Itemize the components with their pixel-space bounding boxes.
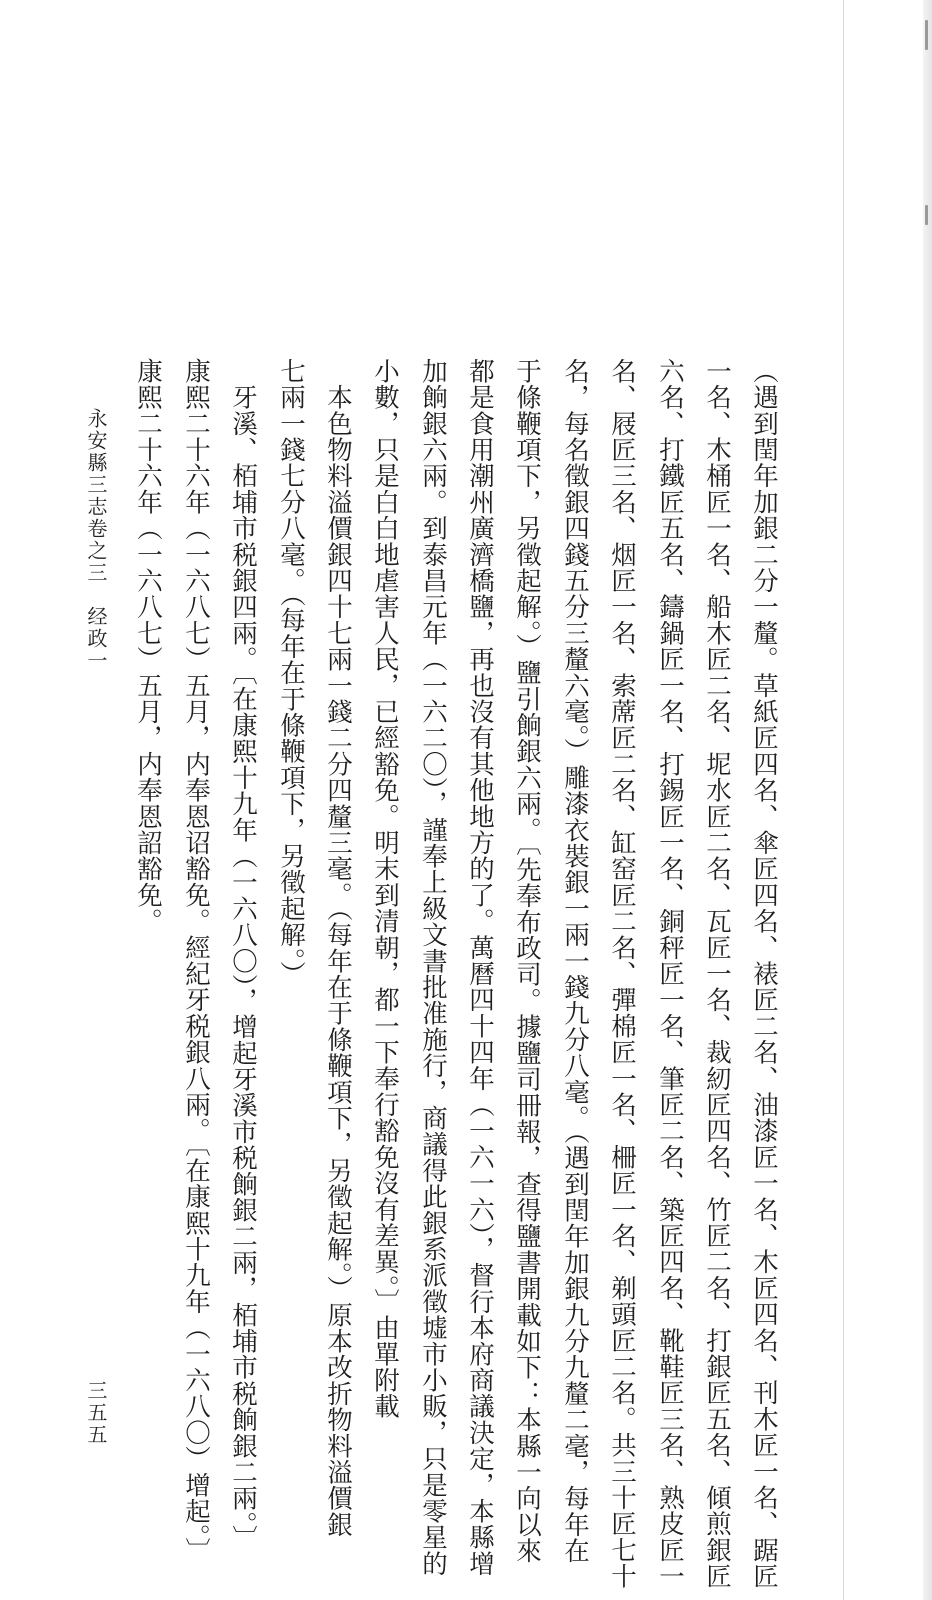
text-column-6: 于條鞭項下，另徵起解。）鹽引餉銀六兩。〔先奉布政司。據鹽司冊報，查得鹽書開載如下：本縣一向以來 [512,358,542,1564]
gutter-mark [925,20,928,50]
text-column-2: 一名、木桶匠一名、船木匠二名、坭水匠二名、瓦匠一名、裁紉匠四名、竹匠二名、打銀匠五名、傾煎銀匠 [702,358,732,1590]
page-gutter-shadow [923,0,932,1600]
text-column-14: 康熙二十六年（一六八七）五月，内奉恩詔豁免。 [133,358,163,935]
text-column-12: 牙溪、栢埔市税銀四兩。〔在康熙十九年（一六八〇），增起牙溪市税餉銀二兩，栢埔市税餉銀二兩。〕 [228,358,258,1552]
text-column-10: 本色物料溢價銀四十七兩一錢二分四釐三毫。（每年在于條鞭項下，另徵起解。）原本改折物料溢價銀 [323,358,353,1538]
text-column-1: （遇到閏年加銀二分一釐。草紙匠四名、傘匠四名、裱匠二名、油漆匠一名、木匠四名、刊木匠一名、踞匠 [749,358,779,1590]
text-column-4: 名、屐匠三名、烟匠一名、索蓆匠二名、缸窑匠二名、彈棉匠一名、柵匠一名、剃頭匠二名。共三十匠七十 [607,358,637,1590]
text-column-13: 康熙二十六年（一六八七）五月，内奉恩诏豁免。經紀牙税銀八兩。〔在康熙十九年（一六八〇）增起。〕 [181,358,211,1564]
gutter-mark [925,205,928,225]
text-column-7: 都是食用潮州廣濟橋鹽，再也沒有其他地方的了。萬曆四十四年（一六一六），督行本府商議決定，本縣增 [465,358,495,1577]
page-edge-line [843,0,844,1600]
page-number: 三五五 [84,1380,108,1446]
text-column-11: 七兩一錢七分八毫。（每年在于條鞭項下，另徵起解。） [276,358,306,988]
text-column-8: 加餉銀六兩。到泰昌元年（一六二〇），謹奉上級文書批准施行，商議得此銀系派徵墟市小販，只是零星的 [418,358,448,1577]
text-column-5: 名，每名徵銀四錢五分三釐六毫。）雕漆衣裝銀一兩一錢九分八毫。（遇到閏年加銀九分九釐二毫，每年在 [560,358,590,1564]
text-column-9: 小數，只是白白地虐害人民，已經豁免。明末到清朝，都一下奉行豁免沒有差異。〕由單附載 [370,358,400,1420]
running-title: 永安縣三志卷之三 经政一 [84,408,108,672]
text-column-3: 六名、打鐵匠五名、鑄鍋匠一名、打錫匠一名、銅秤匠一名、筆匠二名、築匠四名、靴鞋匠三名、熟皮匠一 [655,358,685,1590]
